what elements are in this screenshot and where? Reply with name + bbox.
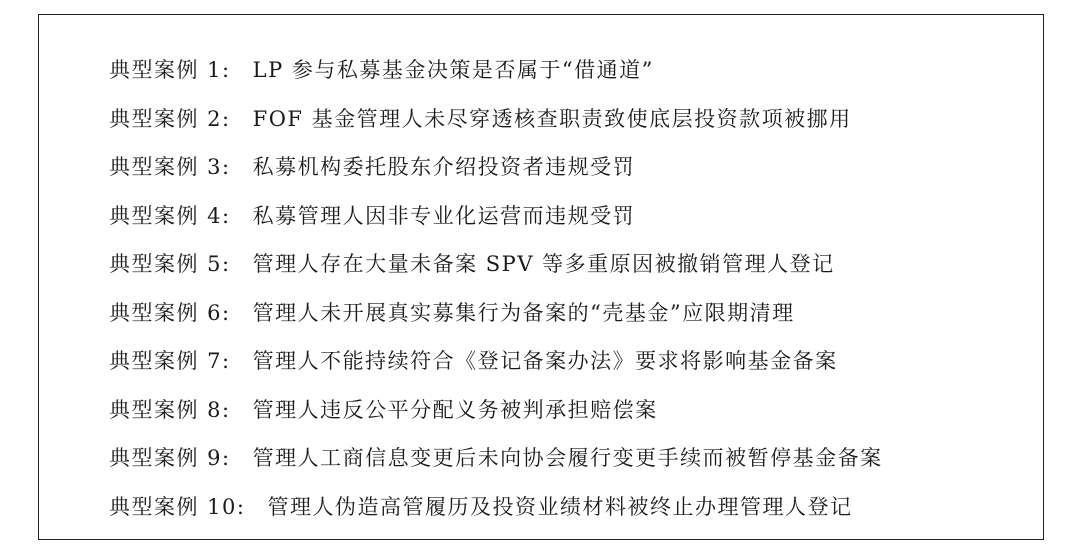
list-item: [109, 288, 883, 337]
case-title: 管理人存在大量未备案 SPV 等多重原因被撤销管理人登记: [252, 252, 835, 277]
case-title: FOF 基金管理人未尽穿透核查职责致使底层投资款项被挪用: [252, 106, 852, 131]
case-title: 管理人不能持续符合《登记备案办法》要求将影响基金备案: [252, 349, 838, 374]
case-title: 私募管理人因非专业化运营而违规受罚: [252, 203, 636, 228]
case-label: 典型案例 8:: [109, 397, 231, 422]
case-label: 典型案例 9:: [109, 446, 231, 471]
case-title: 管理人违反公平分配义务被判承担赔偿案: [252, 397, 658, 422]
list-item: [109, 94, 883, 143]
list-item: [109, 482, 883, 531]
list-item: [109, 239, 883, 288]
case-title: LP 参与私募基金决策是否属于“借通道”: [252, 58, 654, 83]
list-item: [109, 142, 883, 191]
case-title: 管理人伪造高管履历及投资业绩材料被终止办理管理人登记: [267, 494, 853, 519]
case-label: 典型案例 2:: [109, 106, 231, 131]
list-item: [109, 385, 883, 434]
case-list-frame: [38, 14, 1044, 540]
case-label: 典型案例 6:: [109, 300, 231, 325]
case-list: [109, 45, 883, 530]
list-item: [109, 191, 883, 240]
case-title: 管理人未开展真实募集行为备案的“壳基金”应限期清理: [252, 300, 795, 325]
case-title: 管理人工商信息变更后未向协会履行变更手续而被暂停基金备案: [252, 446, 883, 471]
case-label: 典型案例 1:: [109, 58, 231, 83]
list-item: [109, 433, 883, 482]
case-label: 典型案例 4:: [109, 203, 231, 228]
case-label: 典型案例 5:: [109, 252, 231, 277]
list-item: [109, 45, 883, 94]
case-label: 典型案例 7:: [109, 349, 231, 374]
case-label: 典型案例 10:: [109, 494, 246, 519]
case-label: 典型案例 3:: [109, 155, 231, 180]
list-item: [109, 336, 883, 385]
case-title: 私募机构委托股东介绍投资者违规受罚: [252, 155, 636, 180]
